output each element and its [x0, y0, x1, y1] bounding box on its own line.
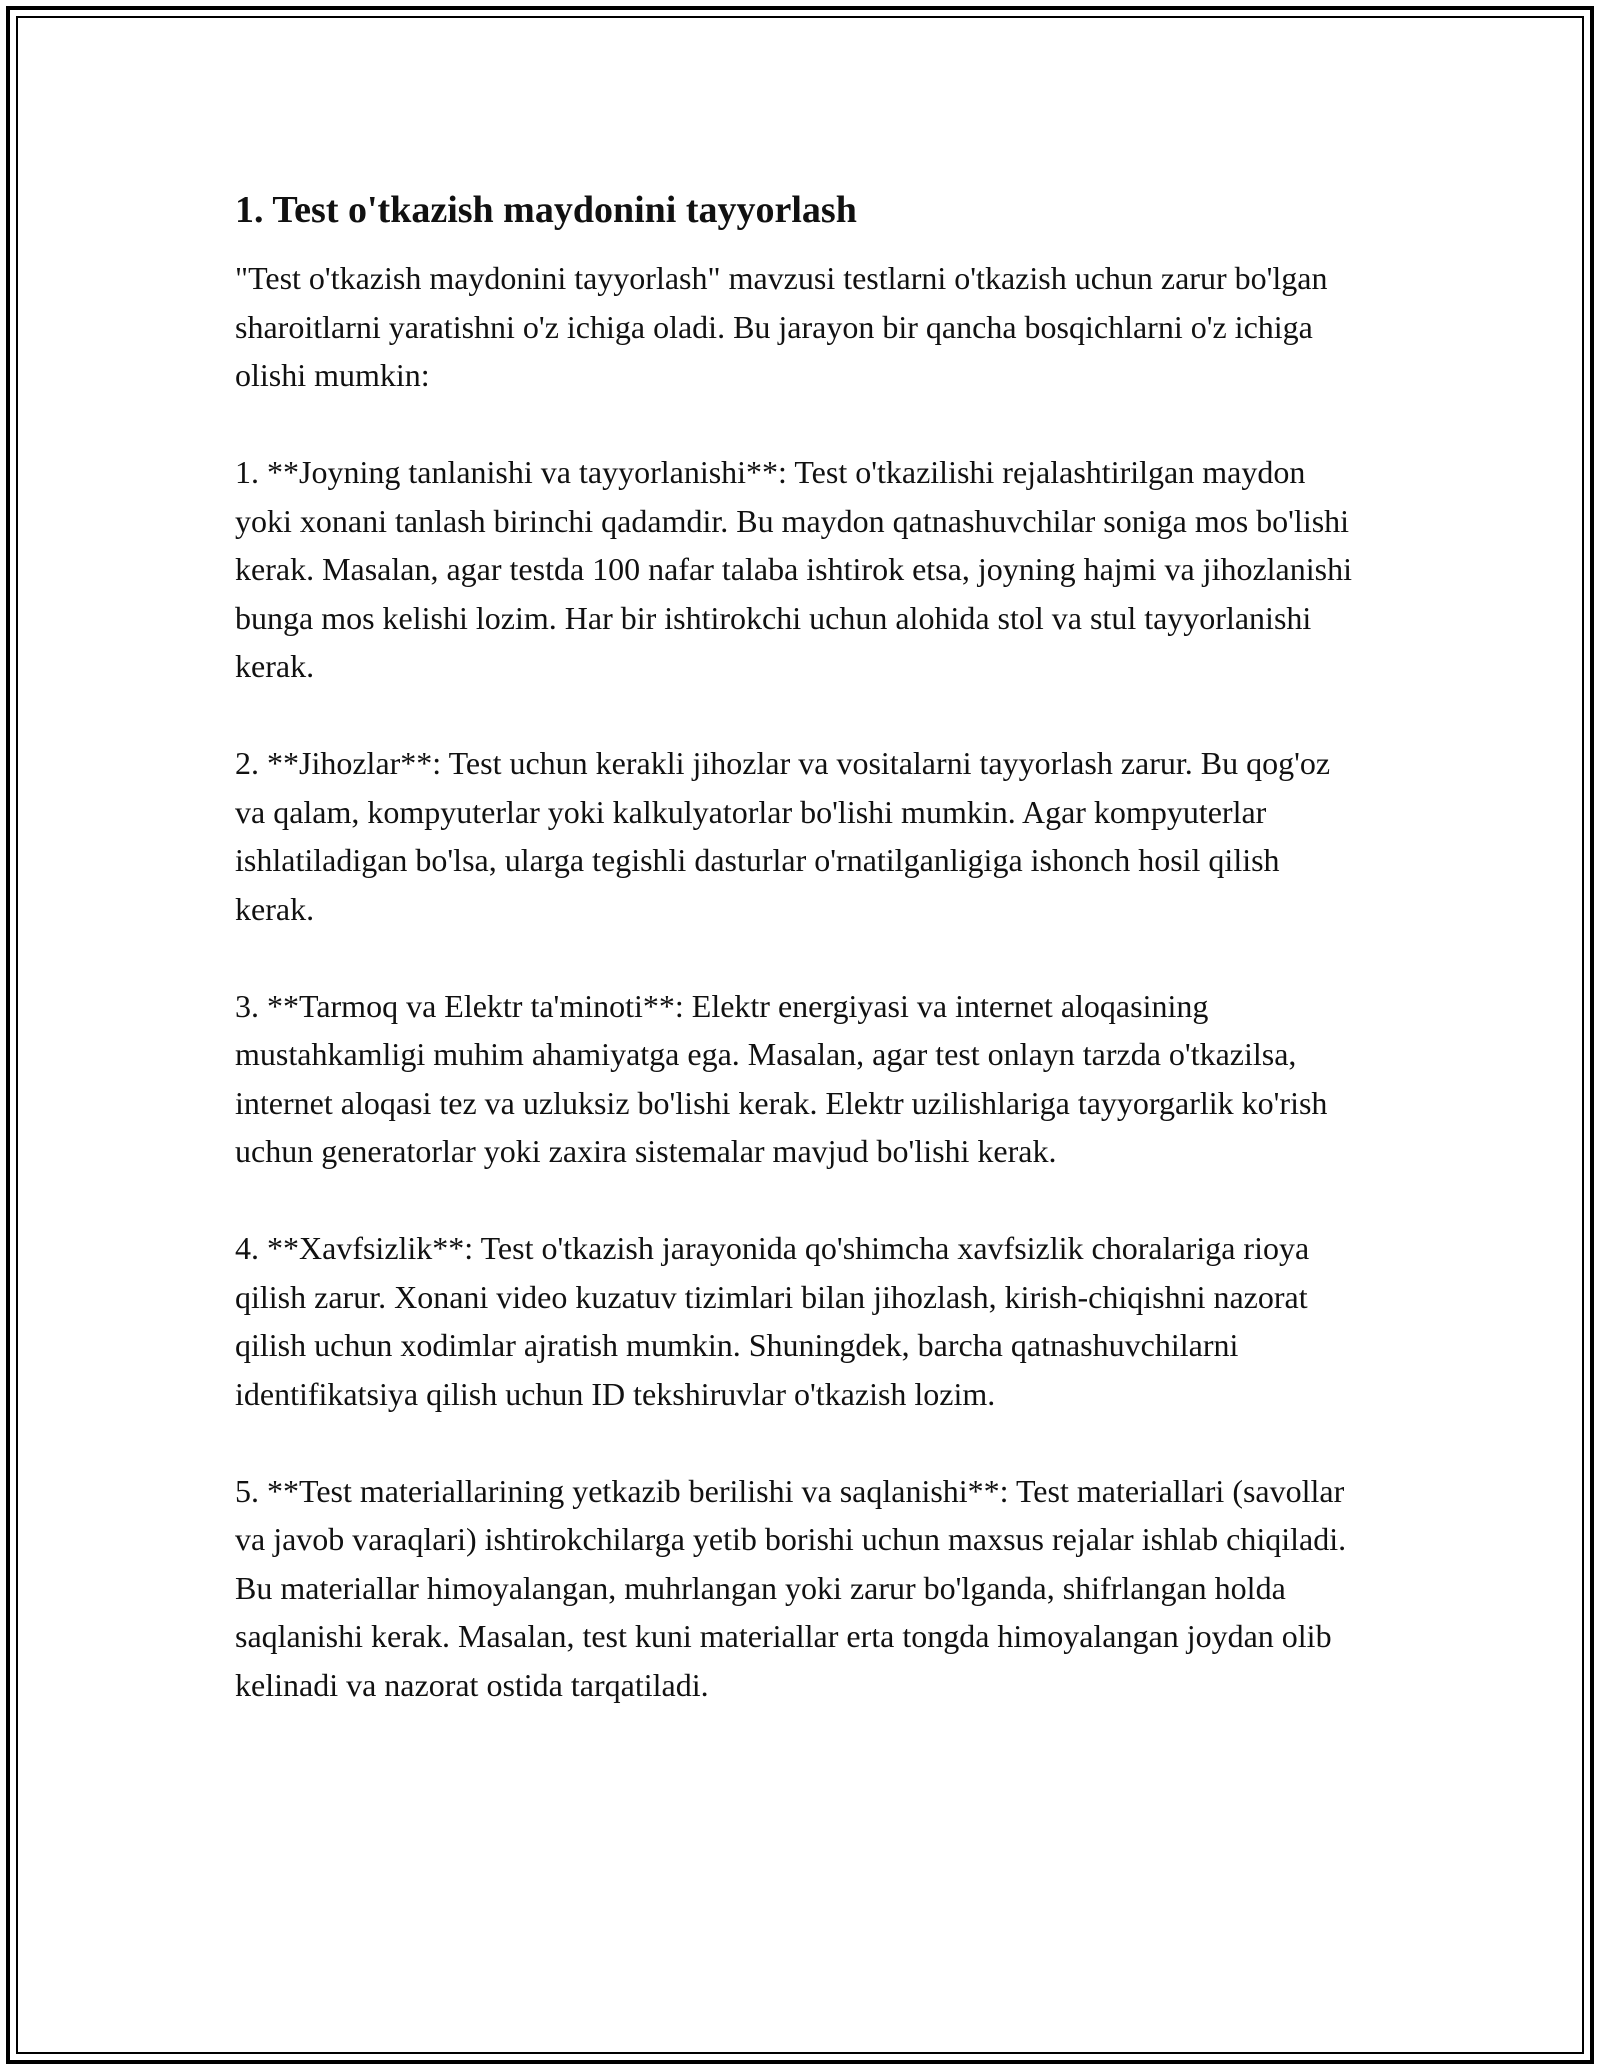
step-3-paragraph: 3. **Tarmoq va Elektr ta'minoti**: Elektr energiyasi va internet aloqasining mustahkamligi muhim ahamiyatga ega. Masalan, agar test onlayn tarzda o'tkazilsa, internet aloqasi tez va uzluksiz bo'lishi kerak. Elektr uzilishlariga tayyorgarlik ko'rish uchun generatorlar yoki zaxira sistemalar mavjud bo'lishi kerak. [235, 987, 1328, 1169]
intro-paragraph: "Test o'tkazish maydonini tayyorlash" mavzusi testlarni o'tkazish uchun zarur bo'lgan sharoitlarni yaratishni o'z ichiga oladi. Bu jarayon bir qancha bosqichlarni o'z ichiga olishi mumkin: [235, 260, 1328, 393]
document-title: 1. Test o'tkazish maydonini tayyorlash [235, 189, 857, 231]
document-body [235, 186, 1365, 1709]
step-2-paragraph: 2. **Jihozlar**: Test uchun kerakli jihozlar va vositalarni tayyorlash zarur. Bu qog'oz va qalam, kompyuterlar yoki kalkulyatorlar bo'lishi mumkin. Agar kompyuterlar ishlatiladigan bo'lsa, ularga tegishli dasturlar o'rnatilganligiga ishonch hosil qilish kerak. [235, 745, 1331, 927]
step-1-paragraph: 1. **Joyning tanlanishi va tayyorlanishi**: Test o'tkazilishi rejalashtirilgan maydon yoki xonani tanlash birinchi qadamdir. Bu maydon qatnashuvchilar soniga mos bo'lishi kerak. Masalan, agar testda 100 nafar talaba ishtirok etsa, joyning hajmi va jihozlanishi bunga mos kelishi lozim. Har bir ishtirokchi uchun alohida stol va stul tayyorlanishi kerak. [235, 454, 1352, 684]
step-5-paragraph: 5. **Test materiallarining yetkazib berilishi va saqlanishi**: Test materiallari (savollar va javob varaqlari) ishtirokchilarga yetib borishi uchun maxsus rejalar ishlab chiqiladi. Bu materiallar himoyalangan, muhrlangan yoki zarur bo'lganda, shifrlangan holda saqlanishi kerak. Masalan, test kuni materiallar erta tongda himoyalangan joydan olib kelinadi va nazorat ostida tarqatiladi. [235, 1472, 1347, 1703]
step-4-paragraph: 4. **Xavfsizlik**: Test o'tkazish jarayonida qo'shimcha xavfsizlik choralariga rioya qilish zarur. Xonani video kuzatuv tizimlari bilan jihozlash, kirish-chiqishni nazorat qilish uchun xodimlar ajratish mumkin. Shuningdek, barcha qatnashuvchilarni identifikatsiya qilish uchun ID tekshiruvlar o'tkazish lozim. [235, 1230, 1310, 1412]
